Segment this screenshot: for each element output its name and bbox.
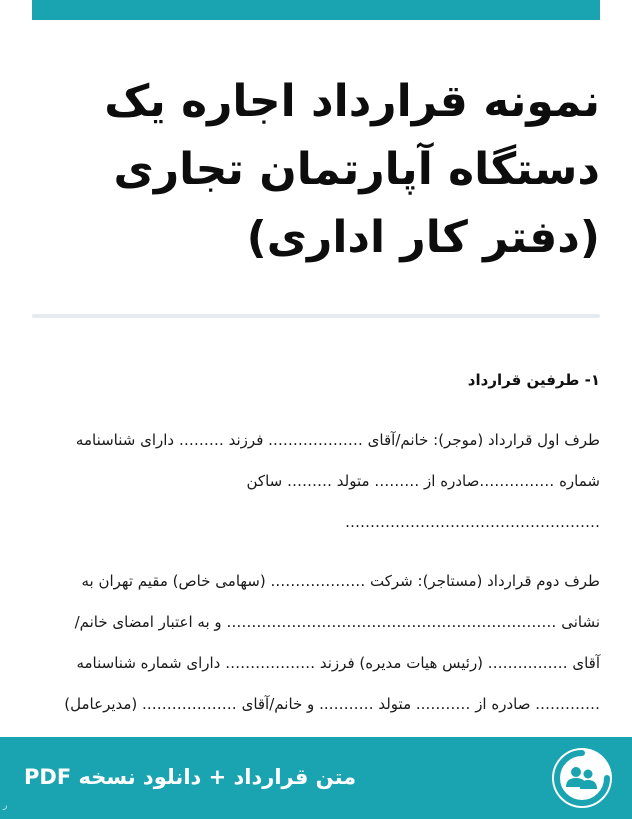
top-accent-bar	[32, 0, 600, 20]
title-divider	[32, 314, 600, 318]
party-two-line: نشانی ………………………………………………………… و به اعتبار امضای خانم/	[74, 613, 600, 631]
section-heading: ۱- طرفین قرارداد	[467, 371, 600, 389]
party-two-line: …………. صادره از ……….. متولد ……….. و خانم/آقای ………………. (مدیرعامل)	[64, 695, 600, 713]
party-one-line: طرف اول قرارداد (موجر): خانم/آقای ………………. فرزند ……… دارای شناسنامه	[75, 431, 600, 449]
party-one-line: شماره ……………صادره از ……… متولد ……… ساکن	[246, 472, 600, 490]
download-pdf-label[interactable]: متن قرارداد + دانلود نسخه PDF	[24, 765, 357, 789]
page-title: نمونه قرارداد اجاره یک دستگاه آپارتمان تجاری (دفتر کار اداری)	[104, 76, 600, 263]
party-two-paragraph	[32, 561, 600, 725]
party-one-line: ……………………………………………	[345, 513, 600, 531]
users-chat-logo-icon[interactable]	[551, 747, 613, 809]
party-two-line: طرف دوم قرارداد (مستاجر): شرکت ………………. (سهامی خاص) مقیم تهران به	[81, 572, 600, 590]
corner-mark: ر	[3, 801, 8, 811]
party-two-line: آقای ……………. (رئیس هیات مدیره) فرزند ……………… دارای شماره شناسنامه	[76, 654, 600, 672]
contract-body	[32, 360, 600, 725]
party-one-paragraph	[32, 420, 600, 543]
download-pdf-banner[interactable]	[0, 737, 632, 819]
